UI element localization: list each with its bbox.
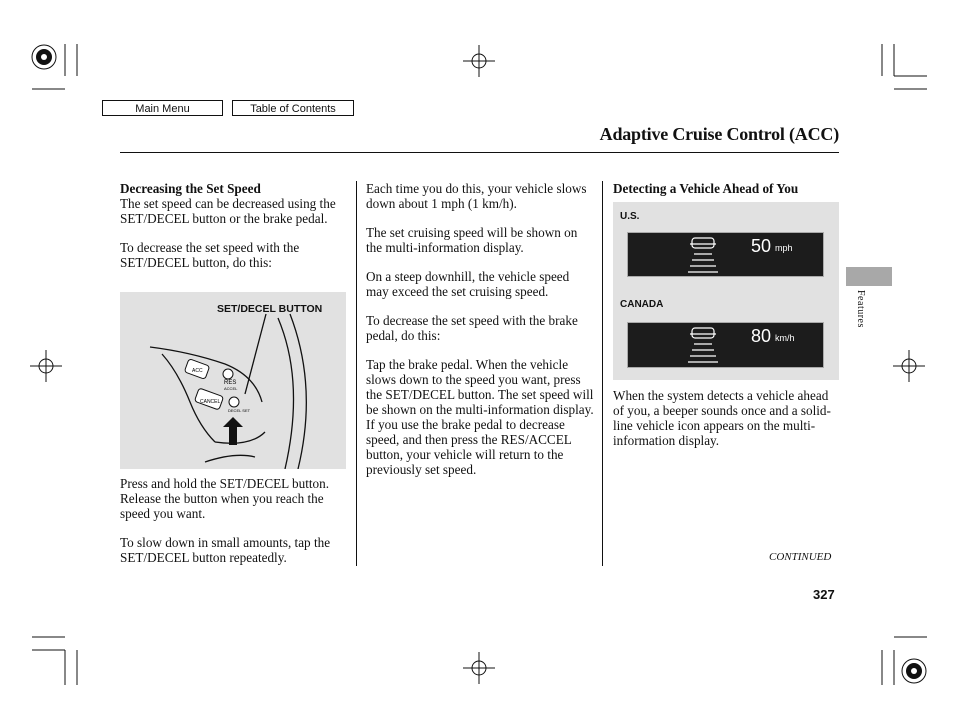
cancel-button-label: CANCEL: [200, 399, 221, 405]
main-menu-button[interactable]: Main Menu: [102, 100, 223, 116]
column-divider: [356, 181, 357, 566]
section-tab-label: Features: [855, 290, 866, 328]
us-display: [627, 232, 824, 277]
set-button-label: DECEL SET: [228, 408, 251, 413]
steering-wheel-figure: [120, 292, 346, 469]
paragraph: To decrease the set speed with the SET/DECEL button, do this:: [120, 240, 300, 270]
right-column-lower: [613, 388, 839, 462]
middle-column: [366, 181, 594, 491]
table-of-contents-button[interactable]: Table of Contents: [232, 100, 354, 116]
page-title: Adaptive Cruise Control (ACC): [599, 124, 839, 144]
left-column-lower: [120, 476, 346, 579]
paragraph: Tap the brake pedal. When the vehicle slows down to the speed you want, press the SET/DECEL button. The set speed will be shown on the multi-information display. If you use the brake pedal to decrease speed, and then press the RES/ACCEL button, your vehicle will return to the previously set speed.: [366, 357, 594, 477]
registration-target-bottom-right: [902, 659, 926, 683]
display-figure: [613, 202, 839, 380]
registration-target-top-left: [32, 45, 56, 69]
section-heading-detecting: Detecting a Vehicle Ahead of You: [613, 181, 799, 196]
paragraph: To decrease the set speed with the brake pedal, do this:: [366, 313, 578, 343]
paragraph: Press and hold the SET/DECEL button. Release the button when you reach the speed you want.: [120, 476, 330, 521]
paragraph: When the system detects a vehicle ahead of you, a beeper sounds once and a solid-line vehicle icon appears on the multi-information display.: [613, 388, 831, 448]
arrow-icon: [223, 417, 243, 445]
res-sub-label: ACCEL: [224, 386, 238, 391]
paragraph: Each time you do this, your vehicle slows down about 1 mph (1 km/h).: [366, 181, 587, 211]
page-number: 327: [813, 587, 835, 602]
steering-wheel-illustration: [120, 292, 346, 469]
right-column: [613, 181, 839, 196]
figure-label: SET/DECEL BUTTON: [217, 303, 323, 315]
canada-label: CANADA: [620, 299, 664, 310]
continued-label: CONTINUED: [769, 551, 832, 563]
canada-speed-value: 80: [751, 326, 772, 346]
vehicle-ahead-icon: [684, 236, 724, 274]
paragraph: The set speed can be decreased using the SET/DECEL button or the brake pedal.: [120, 196, 336, 226]
section-tab: [846, 267, 892, 286]
acc-button-label: ACC: [192, 368, 203, 374]
us-label: U.S.: [620, 211, 640, 222]
res-button-label: RES: [224, 380, 237, 386]
paragraph: The set cruising speed will be shown on the multi-information display.: [366, 225, 578, 255]
paragraph: To slow down in small amounts, tap the SET/DECEL button repeatedly.: [120, 535, 331, 565]
canada-display: [627, 322, 824, 368]
left-column: [120, 181, 346, 284]
paragraph: On a steep downhill, the vehicle speed may exceed the set cruising speed.: [366, 269, 570, 299]
canada-speed-unit: km/h: [775, 333, 795, 343]
us-speed-value: 50: [751, 236, 772, 256]
title-rule: [120, 152, 839, 153]
column-divider: [602, 181, 603, 566]
us-speed-unit: mph: [775, 243, 793, 253]
section-heading-decreasing: Decreasing the Set Speed: [120, 181, 261, 196]
vehicle-ahead-icon: [684, 326, 724, 364]
